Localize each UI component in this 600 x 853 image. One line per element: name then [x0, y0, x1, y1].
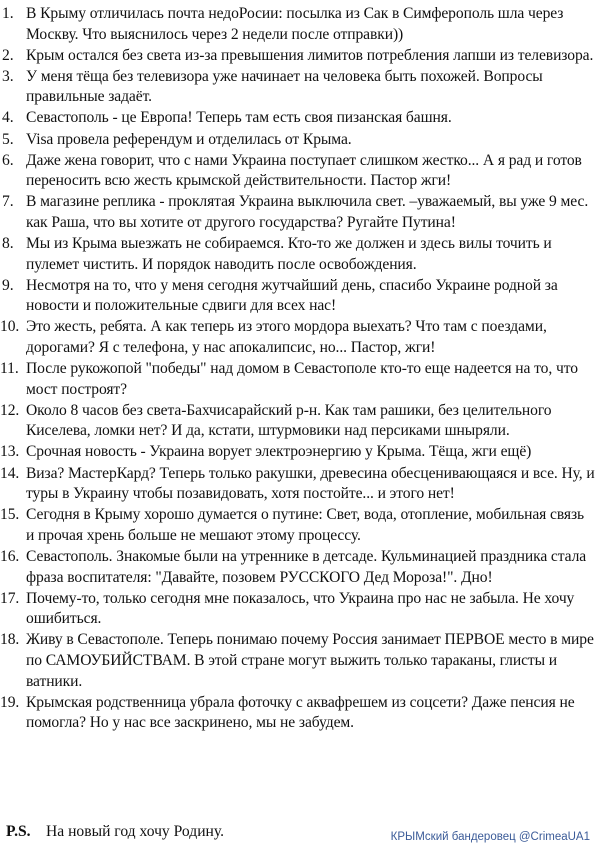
numbered-list: [0, 4, 600, 734]
list-item-text: Сегодня в Крыму хорошо думается о путине: Свет, вода, отопление, мобильная связь и прочая хрень больше не мешают этому процессу.: [26, 506, 585, 544]
ps-text: На новый год хочу Родину.: [46, 823, 225, 840]
list-item: [0, 108, 600, 129]
list-item: [0, 464, 600, 505]
list-item: [0, 630, 600, 692]
list-item-number: 6.: [2, 151, 14, 169]
list-item: [0, 46, 600, 67]
list-item-text: После рукожопой "победы" над домом в Севастополе кто-то еще надеется на то, что мост построят?: [26, 360, 578, 398]
list-item: [0, 359, 600, 400]
list-item: [0, 317, 600, 358]
list-item: [0, 130, 600, 151]
list-item: [0, 276, 600, 317]
list-item-number: 11.: [0, 360, 19, 378]
list-item-number: 15.: [0, 506, 20, 524]
list-item: [0, 547, 600, 588]
list-item-text: У меня тёща без телевизора уже начинает на человека быть похожей. Вопросы правильные задаёт.: [26, 67, 543, 106]
list-item-number: 5.: [2, 130, 14, 148]
list-item: [0, 67, 600, 108]
list-item-number: 13.: [0, 443, 20, 461]
list-item-number: 19.: [0, 693, 20, 711]
list-item-text: В Крыму отличилась почта недоРосии: посылка из Сак в Симферополь шла через Москву. Что выяснилось через 2 недели после отправки)): [26, 5, 564, 43]
list-item-number: 16.: [0, 547, 20, 565]
list-item-text: Visa провела референдум и отделилась от Крыма.: [26, 130, 352, 148]
list-item-number: 18.: [0, 631, 20, 649]
list-item-number: 1.: [2, 5, 14, 22]
list-item-number: 12.: [0, 401, 20, 419]
list-item-text: Почему-то, только сегодня мне показалось, что Украина про нас не забыла. Не хочу ошибиться.: [26, 589, 575, 628]
list-item-number: 9.: [2, 276, 14, 294]
list-item: [0, 192, 600, 233]
list-item: [0, 442, 600, 463]
list-item: [0, 505, 600, 546]
list-item: [0, 589, 600, 630]
list-item: [0, 151, 600, 192]
list-item: [0, 401, 600, 442]
list-item-text: Даже жена говорит, что с нами Украина поступает слишком жестко... А я рад и готов переносить всю жесть крымской действительности. Пастор жги!: [26, 151, 582, 190]
list-item-text: Несмотря на то, что у меня сегодня жутчайший день, спасибо Украине родной за новости и положительные сдвиги для всех нас!: [26, 276, 558, 315]
author-credit: КРЫМский бандеровец @CrimeaUA1: [390, 831, 590, 843]
list-item-text: Это жесть, ребята. А как теперь из этого мордора выехать? Что там с поездами, дорогами? Я с телефона, у нас апокалипсис, но... Пастор, жги!: [26, 318, 547, 356]
list-item-number: 8.: [2, 235, 14, 253]
list-item-text: Живу в Севастополе. Теперь понимаю почему Россия занимает ПЕРВОЕ место в мире по САМОУБИЙСТВАМ. В этой стране могут выжить только тараканы, глисты и ватники.: [26, 631, 594, 690]
list-item-number: 4.: [2, 109, 14, 127]
list-item-text: Срочная новость - Украина ворует электроэнергию у Крыма. Тёща, жги ещё): [26, 443, 532, 461]
list-item-text: Севастополь - це Европа! Теперь там есть своя пизанская башня.: [26, 109, 452, 127]
footer: [0, 823, 600, 847]
list-item-text: В магазине реплика - проклятая Украина выключила свет. –уважаемый, вы уже 9 мес. как Раша, что вы хотите от другого государства? Ругайте Путина!: [26, 193, 589, 231]
list-item-text: Крымская родственница убрала фоточку с аквафрешем из соцсети? Даже пенсия не помогла? Но у нас все заскринено, мы не забудем.: [26, 693, 575, 732]
list-item-text: Около 8 часов без света-Бахчисарайский р-н. Как там рашики, без целительного Киселева, ломки нет? И да, кстати, штурмовики над персиками шныряли.: [26, 401, 552, 440]
list-item-text: Крым остался без света из-за превышения лимитов потребления лапши из телевизора.: [26, 46, 594, 64]
list-item-number: 2.: [2, 46, 14, 64]
list-item-number: 17.: [0, 589, 20, 607]
list-item: [0, 693, 600, 734]
list-item-text: Севастополь. Знакомые были на утреннике в детсаде. Кульминацией праздника стала фраза воспитателя: "Давайте, позовем РУССКОГО Дед Мороза!". Дно!: [26, 547, 587, 586]
list-item-number: 7.: [2, 193, 14, 211]
list-item-text: Виза? МастерКард? Теперь только ракушки, древесина обесценивающаяся и все. Ну, и туры в Украину чтобы позавидовать, хотя постойте... и этого нет!: [26, 464, 595, 503]
list-item: [0, 234, 600, 275]
list-item: [0, 4, 600, 45]
list-item-number: 14.: [0, 464, 20, 482]
list-item-number: 3.: [2, 67, 14, 85]
list-item-number: 10.: [0, 318, 20, 336]
list-item-text: Мы из Крыма выезжать не собираемся. Кто-то же должен и здесь вилы точить и пулемет чистить. И порядок наводить после освобождения.: [26, 235, 552, 273]
ps-label: P.S.: [6, 823, 31, 840]
